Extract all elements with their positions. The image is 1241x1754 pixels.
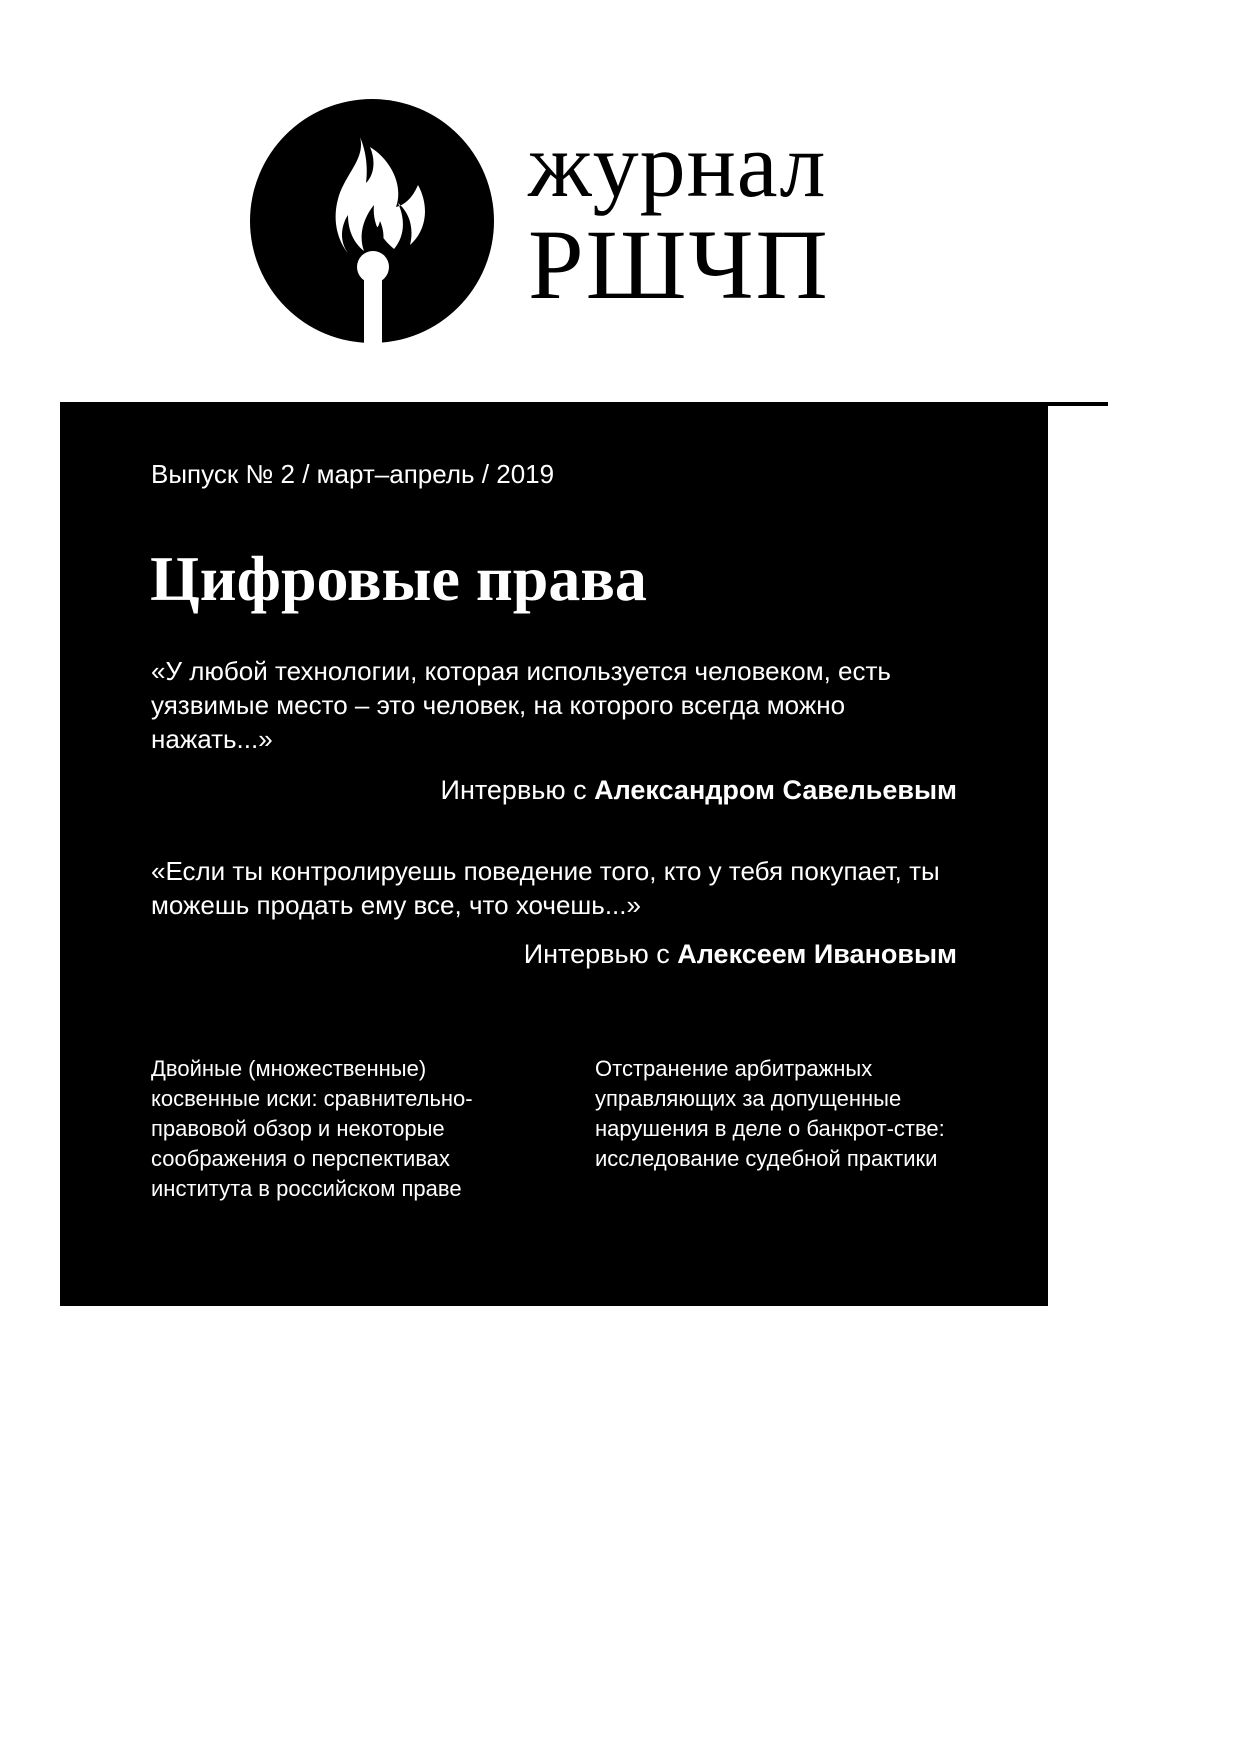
wordmark-journal: журнал	[528, 114, 827, 216]
article-teaser-derivative-suits: Двойные (множественные) косвенные иски: сравнительно-правовой обзор и некоторые соображения о перспективах института в российском праве	[151, 1056, 473, 1201]
article-teaser-bankruptcy-managers: Отстранение арбитражных управляющих за допущенные нарушения в деле о банкрот-стве: исследование судебной практики	[595, 1056, 945, 1171]
credit-prefix: Интервью с	[440, 775, 595, 805]
cover-panel	[60, 402, 1048, 1306]
issue-line: Выпуск № 2 / март–апрель / 2019	[151, 459, 555, 489]
quote-ivanov: «Если ты контролируешь поведение того, кто у тебя покупает, ты можешь продать ему все, что хочешь...»	[151, 856, 940, 920]
masthead	[248, 97, 888, 347]
flame-match-logo-icon	[248, 97, 496, 345]
panel-corner-tab	[1048, 402, 1108, 406]
journal-wordmark	[528, 114, 830, 320]
credit-savelyev	[441, 773, 957, 807]
credit-prefix: Интервью с	[523, 939, 678, 969]
wordmark-rshchp: РШЧП	[528, 209, 830, 320]
quote-savelyev: «У любой технологии, которая используется человеком, есть уязвимые место – это человек, на которого всегда можно нажать...»	[151, 656, 891, 754]
credit-name: Алексеем Ивановым	[677, 939, 957, 969]
cover-title: Цифровые права	[150, 543, 647, 614]
credit-ivanov	[524, 937, 957, 971]
credit-name: Александром Савельевым	[594, 775, 957, 805]
